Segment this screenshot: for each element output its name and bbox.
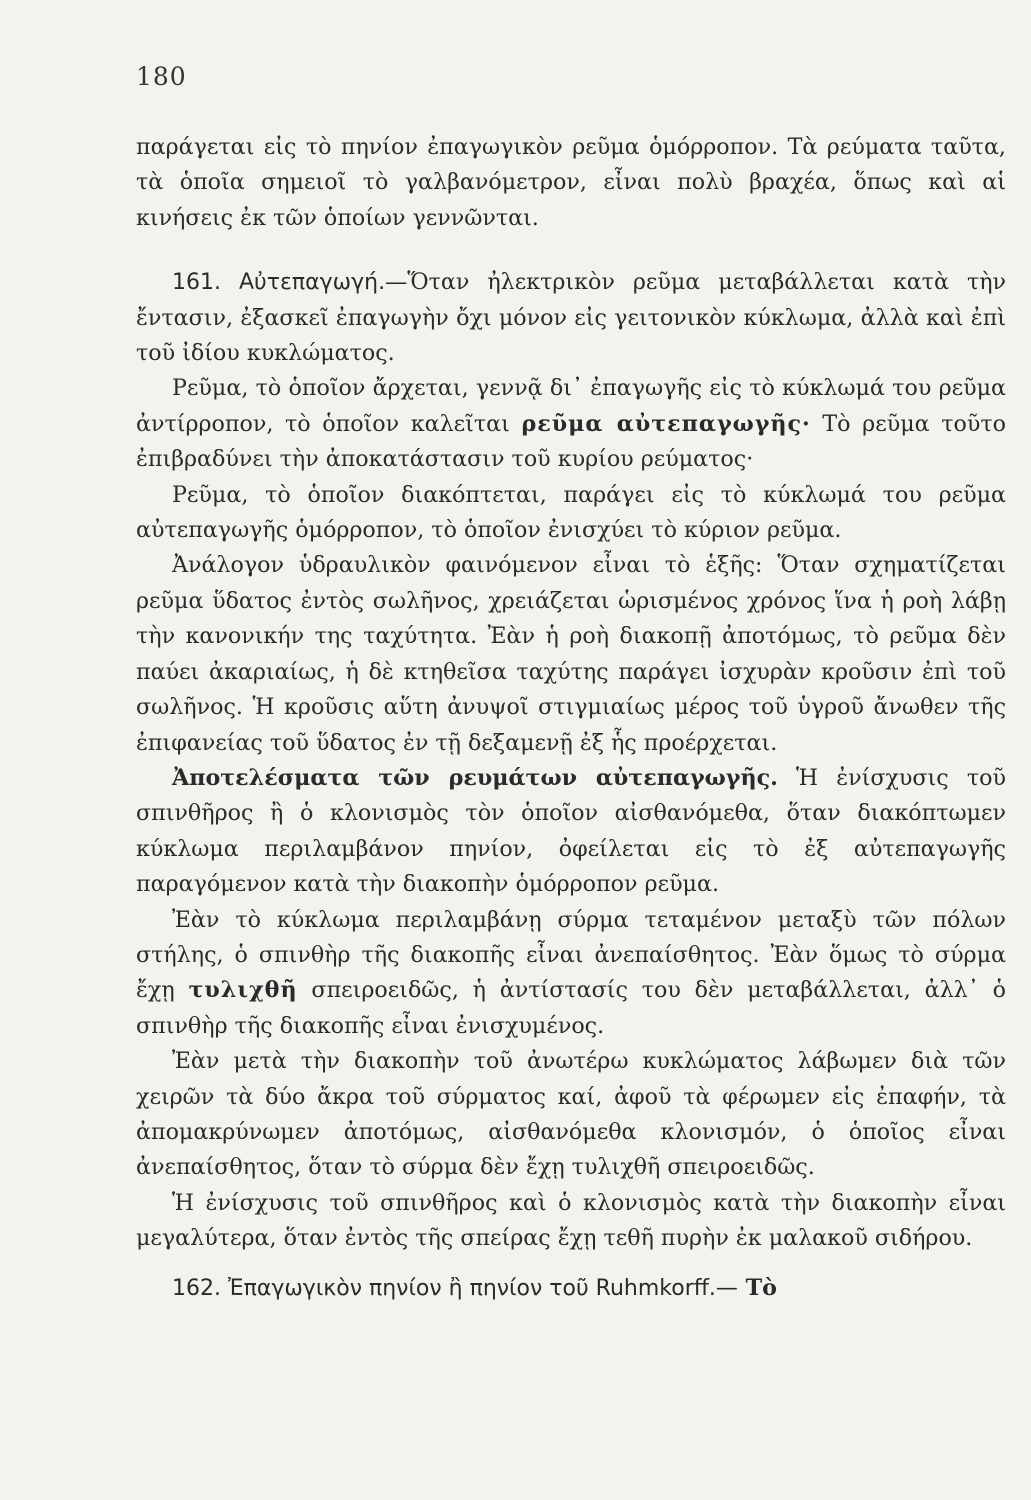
section-161-title: Αὐτεπαγωγή. [239,270,386,296]
paragraph-iron-core: Ἡ ἐνίσχυσις τοῦ σπινθῆρος καὶ ὁ κλονισμὸς κατὰ τὴν διακοπὴν εἶναι μεγαλύτερα, ὅταν ἐντὸς τῆς σπείρας ἔχῃ τεθῆ πυρὴν ἐκ μαλακοῦ σιδήρου. [136,1189,1006,1252]
term-coiled: τυλιχθῆ [188,977,298,1004]
section-161-number: 161. [172,270,221,296]
section-162-title: 162. Ἐπαγωγικὸν πηνίον ἢ πηνίον τοῦ Ruhmkorff.— [172,1275,738,1301]
paragraph-self-induction-break: Ρεῦμα, τὸ ὁποῖον διακόπτεται, παράγει εἰς τὸ κύκλωμά του ρεῦμα αὐτεπαγωγῆς ὁμόρροπον, τὸ ὁποῖον ἐνισχύει τὸ κύριον ρεῦμα. [136,481,1006,544]
paragraph-coiled-wire-text-end: σπειροειδῶς, ἡ ἀντίστασίς του δὲν μεταβάλλεται, ἀλλ᾿ ὁ σπινθὴρ τῆς διακοπῆς εἶναι ἐνισχυμένος. [136,977,1007,1039]
effects-heading: Ἀποτελέσματα τῶν ρευμάτων αὐτεπαγωγῆς. [172,764,778,791]
page-number: 180 [136,62,187,91]
paragraph-self-induction-start-text-end: Τὸ ρεῦμα τοῦτο ἐπιβραδύνει τὴν ἀποκατάστασιν τοῦ κυρίου ρεύματος· [136,410,1006,473]
term-self-induction-current: ρεῦμα αὐτεπαγωγῆς· [521,410,811,437]
effects-text: Ἡ ἐνίσχυσις τοῦ σπινθῆρος ἢ ὁ κλονισμὸς τὸν ὁποῖον αἰσθανόμεθα, ὅταν διακόπτωμεν κύκλωμα περιλαμβάνον πηνίον, ὀφείλεται εἰς τὸ ἐξ αὐτεπαγωγῆς παραγόμενον κατὰ τὴν διακοπὴν ὁμόρροπον ρεῦμα. [136,764,1006,898]
paragraph-effects [136,761,1006,903]
paragraph-coiled-wire [136,903,1006,1045]
section-162 [136,1271,1006,1306]
paragraph-hydraulic-analogy: Ἀνάλογον ὑδραυλικὸν φαινόμενον εἶναι τὸ ἑξῆς: Ὅταν σχηματίζεται ρεῦμα ὕδατος ἐντὸς σωλῆνος, χρειάζεται ὡρισμένος χρόνος ἵνα ἡ ροὴ λάβῃ τὴν κανονικήν της ταχύτητα. Ἐὰν ἡ ροὴ διακοπῇ ἀποτόμως, τὸ ρεῦμα δὲν παύει ἀκαριαίως, ἡ δὲ κτηθεῖσα ταχύτης παράγει ἰσχυρὰν κροῦσιν ἐπὶ τοῦ σωλῆνος. Ἡ κροῦσις αὕτη ἀνυψοῖ στιγμιαίως μέρος τοῦ ὑγροῦ ἄνωθεν τῆς ἐπιφανείας τοῦ ὕδατος ἐν τῇ δεξαμενῇ ἐξ ἧς προέρχεται. [136,552,1006,756]
paragraph-shock: Ἐὰν μετὰ τὴν διακοπὴν τοῦ ἀνωτέρω κυκλώματος λάβωμεν διὰ τῶν χειρῶν τὰ δύο ἄκρα τοῦ σύρματος καί, ἀφοῦ τὰ φέρωμεν εἰς ἐπαφήν, τὰ ἀπομακρύνωμεν ἀποτόμως, αἰσθανόμεθα κλονισμόν, ὁ ὁποῖος εἶναι ἀνεπαίσθητος, ὅταν τὸ σύρμα δὲν ἔχῃ τυλιχθῆ σπειροειδῶς. [136,1048,1006,1181]
section-162-text-start: Τὸ [737,1274,777,1301]
section-161-text: —Ὅταν ἠλεκτρικὸν ρεῦμα μεταβάλλεται κατὰ τὴν ἔντασιν, ἐξασκεῖ ἐπαγωγὴν ὄχι μόνον εἰς γειτονικὸν κύκλωμα, ἀλλὰ καὶ ἐπὶ τοῦ ἰδίου κυκλώματος. [136,269,1006,367]
section-161 [136,265,1006,371]
paragraph-coiled-wire-text: Ἐὰν τὸ κύκλωμα περιλαμβάνῃ σύρμα τεταμένον μεταξὺ τῶν πόλων στήλης, ὁ σπινθὴρ τῆς διακοπῆς εἶναι ἀνεπαίσθητος. Ἐὰν ὅμως τὸ σύρμα ἔχῃ [136,906,1006,1004]
paragraph-continuation: παράγεται εἰς τὸ πηνίον ἐπαγωγικὸν ρεῦμα ὁμόρροπον. Τὰ ρεύματα ταῦτα, τὰ ὁποῖα σημειοῖ τὸ γαλβανόμετρον, εἶναι πολὺ βραχέα, ὅπως καὶ αἱ κινήσεις ἐκ τῶν ὁποίων γεννῶνται. [136,134,1006,231]
body-text [136,130,1006,1306]
paragraph-self-induction-start-text: Ρεῦμα, τὸ ὁποῖον ἄρχεται, γεννᾷ δι᾿ ἐπαγωγῆς εἰς τὸ κύκλωμά του ρεῦμα ἀντίρροπον, τὸ ὁποῖον καλεῖται [136,375,1006,437]
paragraph-self-induction-start [136,371,1006,477]
